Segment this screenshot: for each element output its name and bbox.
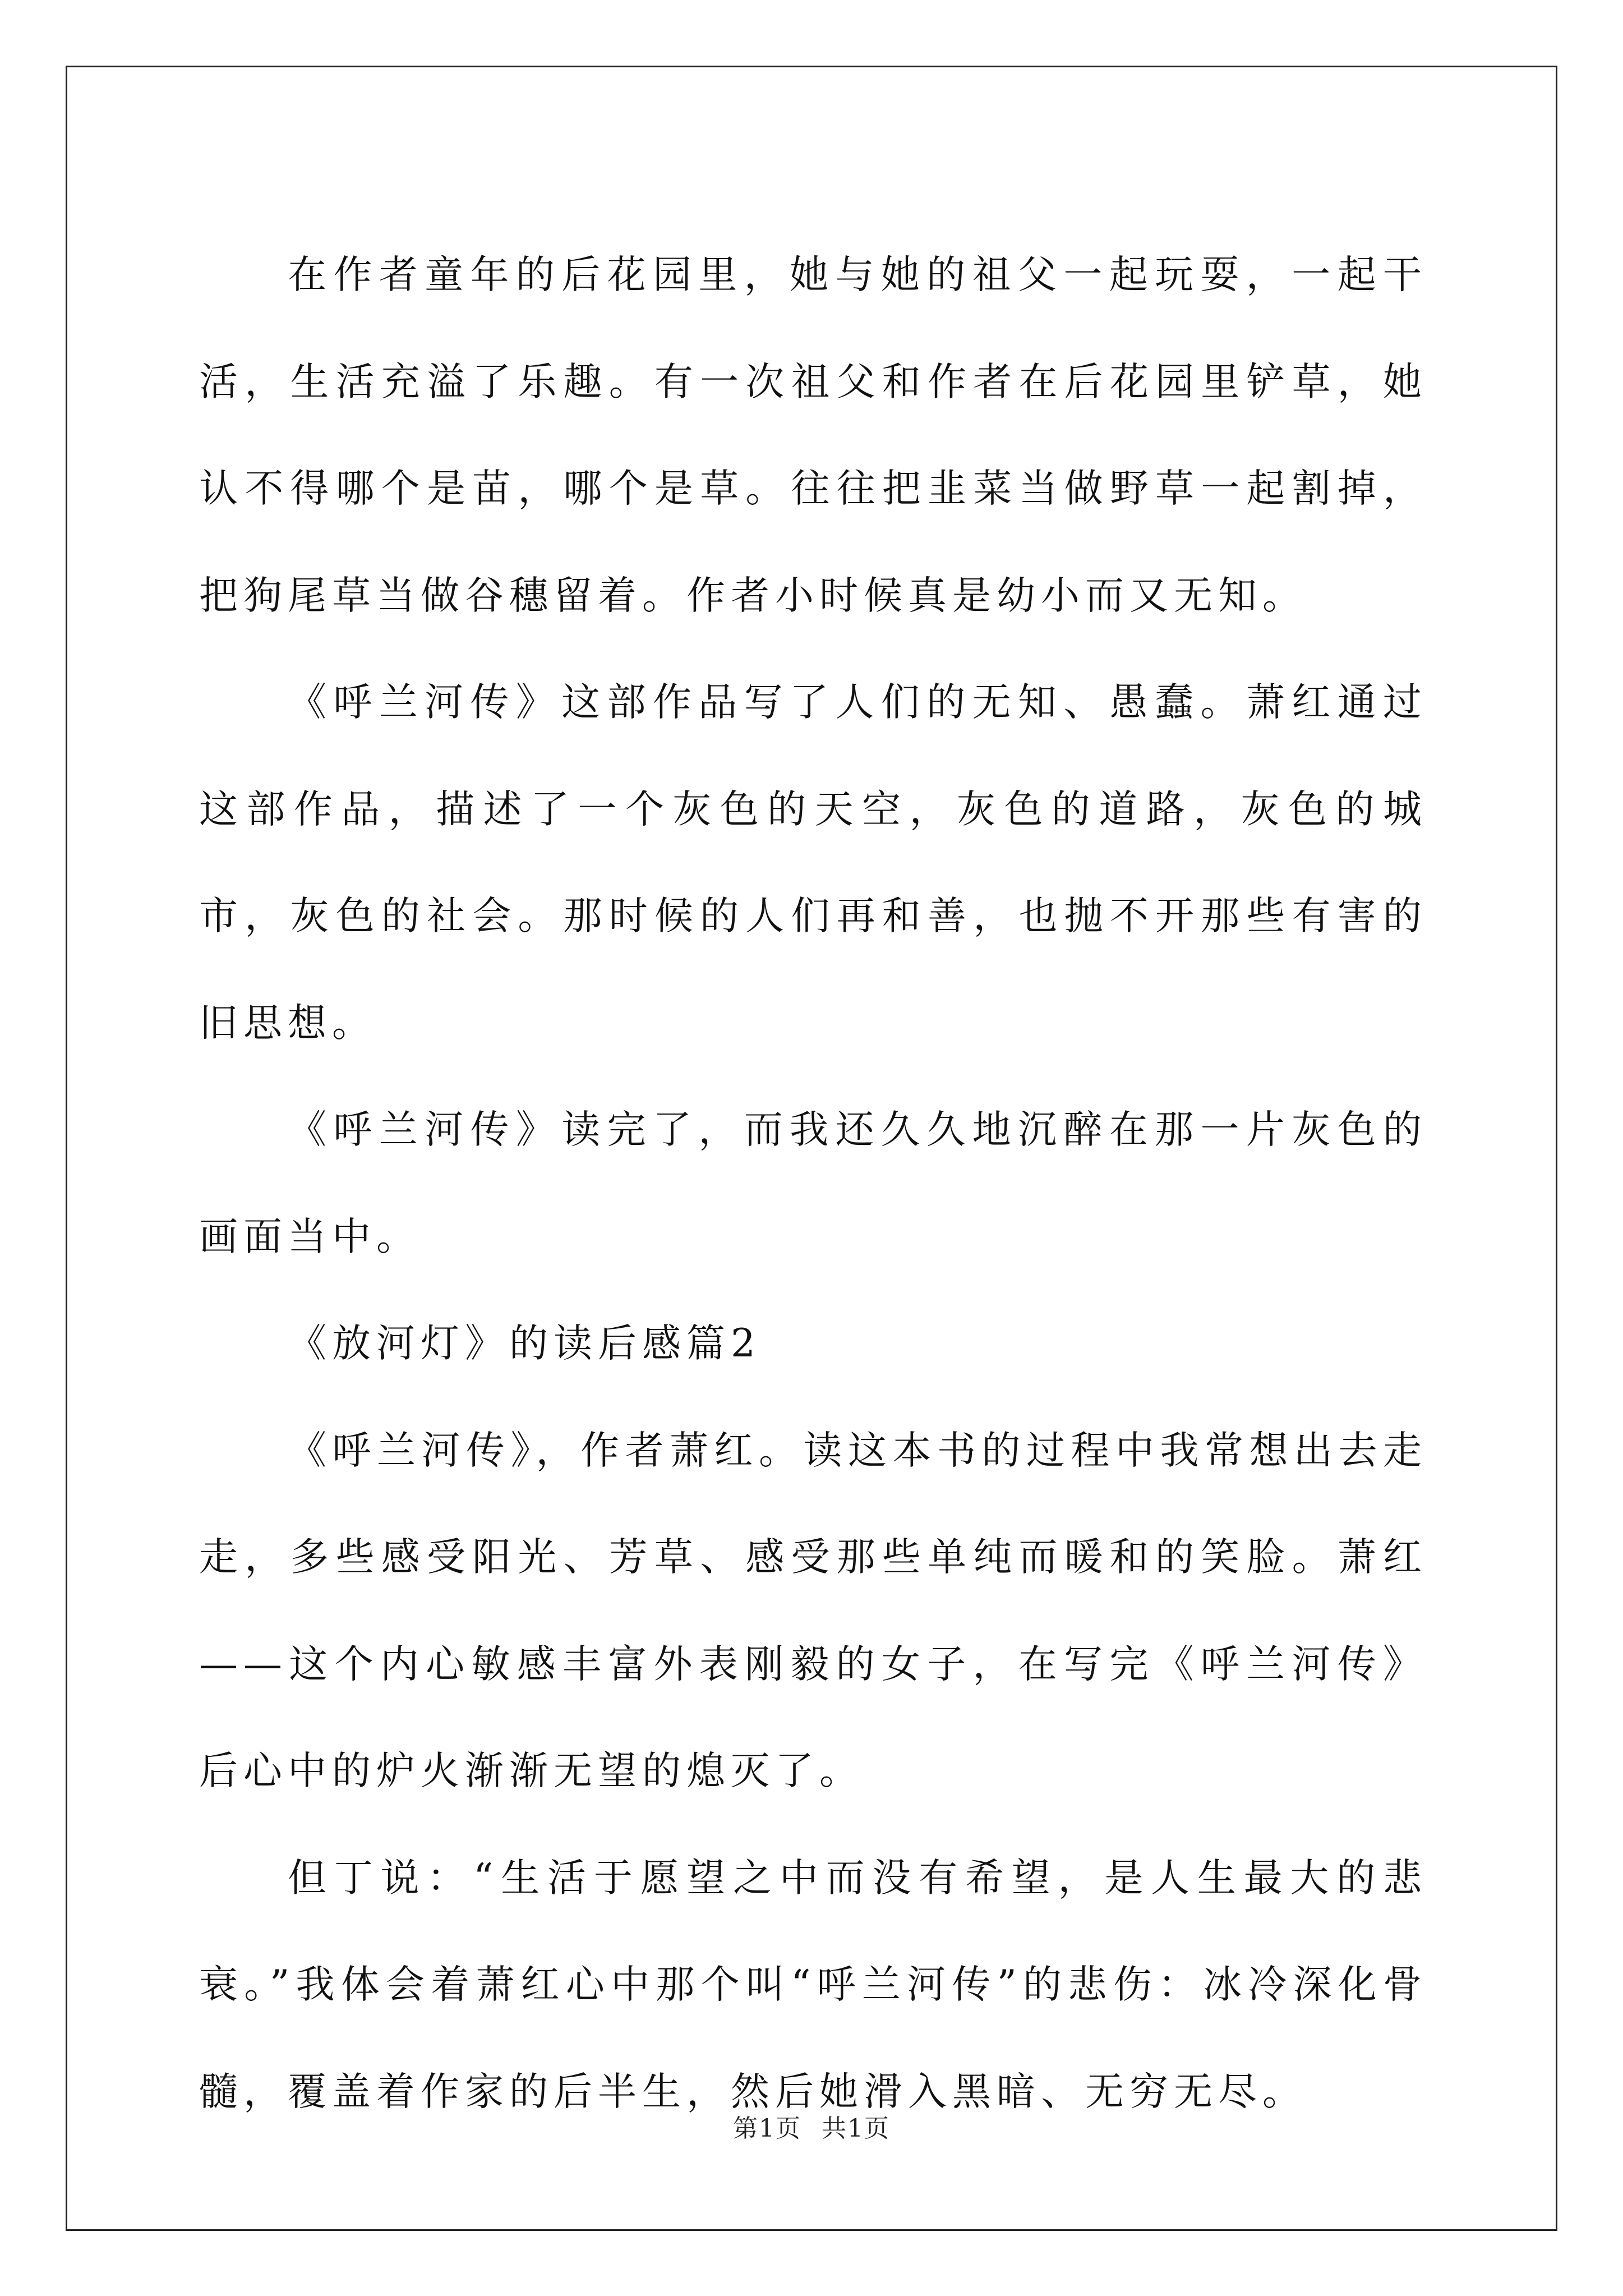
paragraph-finished: 《呼兰河传》读完了，而我还久久地沉醉在那一片灰色的画面当中。	[199, 1107, 1427, 1259]
section-heading: 《放河灯》的读后感篇2	[288, 1321, 761, 1366]
paragraph-dante: 但丁说：“生活于愿望之中而没有希望，是人生最大的悲衰。”我体会着萧红心中那个叫“呼兰河传”的悲伤：冰冷深化骨髓，覆盖着作家的后半生，然后她滑入黑暗、无穷无尽。	[199, 1855, 1427, 2114]
paragraph-garden: 在作者童年的后花园里，她与她的祖父一起玩耍，一起干活，生活充溢了乐趣。有一次祖父和作者在后花园里铲草，她认不得哪个是苗，哪个是草。往往把韭菜当做野草一起割掉，把狗尾草当做谷穗留着。作者小时候真是幼小而又无知。	[199, 252, 1427, 618]
page-footer	[0, 2108, 1623, 2144]
page-number-current: 第1页	[733, 2114, 801, 2143]
paragraph-xiao-hong: 《呼兰河传》，作者萧红。读这本书的过程中我常想出去走走，多些感受阳光、芳草、感受那些单纯而暖和的笑脸。萧红——这个内心敏感丰富外表刚毅的女子，在写完《呼兰河传》后心中的炉火渐渐无望的熄灭了。	[199, 1428, 1427, 1793]
page-number-total: 共1页	[822, 2114, 890, 2143]
document-body	[199, 222, 1427, 2145]
paragraph-ignorance: 《呼兰河传》这部作品写了人们的无知、愚蠢。萧红通过这部作品，描述了一个灰色的天空，灰色的道路，灰色的城市，灰色的社会。那时候的人们再和善，也抛不开那些有害的旧思想。	[199, 680, 1427, 1046]
